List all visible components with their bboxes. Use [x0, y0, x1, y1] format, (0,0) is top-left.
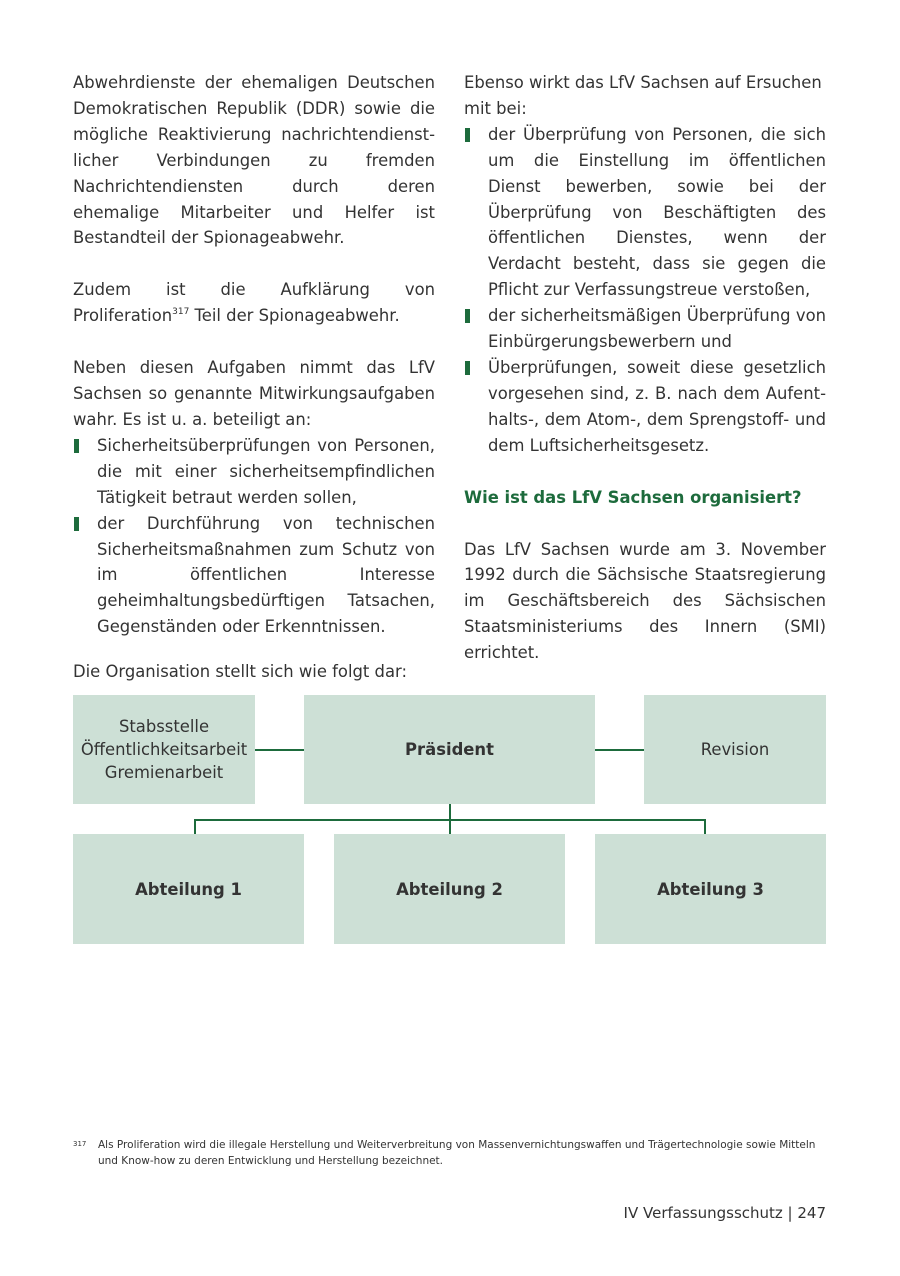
- list-item: Überprüfungen, soweit diese gesetzlich vorgesehen sind, z. B. nach dem Aufenthalts-, dem Atom-, dem Sprengstoff- und dem Luftsicherheitsgesetz.: [464, 355, 826, 459]
- list-item: der Durchführung von technischen Sicherheitsmaßnahmen zum Schutz von im öffentlichen Interesse geheimhaltungsbedürftigen Tatsachen, Gegenständen oder Erkenntnissen.: [73, 511, 435, 641]
- proliferation-text: Zudem ist die Aufklärung von Proliferation: [73, 280, 435, 326]
- right-column: [464, 70, 826, 666]
- revision-label: Revision: [700, 740, 770, 759]
- org-box-abteilung-3: [595, 834, 826, 944]
- department-label: Abteilung 3: [657, 879, 764, 899]
- left-column: [73, 70, 435, 640]
- footnote-number: 317: [73, 1140, 87, 1148]
- department-label: Abteilung 2: [396, 879, 503, 899]
- org-box-abteilung-2: [334, 834, 565, 944]
- bullet-list-right: [464, 122, 826, 459]
- org-chart-intro: Die Organisation stellt sich wie folgt dar:: [73, 662, 407, 681]
- paragraph-ersuchen: Ebenso wirkt das LfV Sachsen auf Ersuchen mit bei:: [464, 73, 822, 118]
- footnote-reference[interactable]: 317: [172, 307, 190, 318]
- stab-line-1: Stabsstelle: [118, 717, 210, 736]
- paragraph-proliferation: [73, 277, 435, 329]
- section-heading: Wie ist das LfV Sachsen organisiert?: [464, 487, 802, 507]
- list-item: der sicherheitsmäßigen Überprüfung von Einbürgerungsbewerbern und: [464, 303, 826, 355]
- org-box-abteilung-1: [73, 834, 304, 944]
- paragraph-mitwirkung: Neben diesen Aufgaben nimmt das LfV Sachsen so genannte Mitwirkungsaufgaben wahr. Es ist u. a. beteiligt an:: [73, 358, 435, 429]
- stab-line-2: Öffentlichkeitsarbeit: [80, 740, 248, 759]
- stab-line-3: Gremienarbeit: [104, 763, 224, 782]
- connector-department-1: [194, 819, 196, 834]
- org-box-stabsstelle: [73, 695, 255, 804]
- connector-department-3: [704, 819, 706, 834]
- president-label: Präsident: [405, 740, 494, 759]
- list-item: der Überprüfung von Personen, die sich um die Einstellung im öffentlichen Dienst bewerben, sowie bei der Überprüfung von Beschäftigten des öffentlichen Dienstes, wenn der Verdacht besteht, dass sie gegen die Pflicht zur Verfassungstreue verstoßen,: [464, 122, 826, 303]
- paragraph-spionageabwehr: Abwehrdienste der ehemaligen Deutschen Demokratischen Republik (DDR) sowie die mögliche Reaktivierung nachrichtendienstlicher Verbindungen zu fremden Nachrichtendiensten durch deren ehemalige Mitarbeiter und Helfer ist Bestandteil der Spionageabwehr.: [73, 73, 435, 248]
- org-box-revision: [644, 695, 826, 804]
- connector-department-bar: [194, 819, 705, 821]
- paragraph-gruendung: Das LfV Sachsen wurde am 3. November 1992 durch die Sächsische Staatsregierung im Geschäftsbereich des Sächsischen Staatsministeriums des Innern (SMI) errichtet.: [464, 539, 826, 663]
- footnote: [73, 1138, 826, 1169]
- footnote-text: Als Proliferation wird die illegale Herstellung und Weiterverbreitung von Massenvernichtungswaffen und Trägertechnologie sowie Mitteln und Know-how zu deren Entwicklung und Herstellung bezeichnet.: [98, 1139, 816, 1167]
- connector-stab-president: [255, 749, 304, 751]
- list-item: Sicherheitsüberprüfungen von Personen, die mit einer sicherheitsempfindlichen Tätigkeit betraut werden sollen,: [73, 433, 435, 511]
- bullet-list-left: [73, 433, 435, 640]
- connector-president-revision: [595, 749, 644, 751]
- page-footer: IV Verfassungsschutz | 247: [623, 1204, 826, 1222]
- department-label: Abteilung 1: [135, 879, 242, 899]
- proliferation-text-end: Teil der Spionageabwehr.: [189, 306, 400, 326]
- org-box-president: [304, 695, 595, 804]
